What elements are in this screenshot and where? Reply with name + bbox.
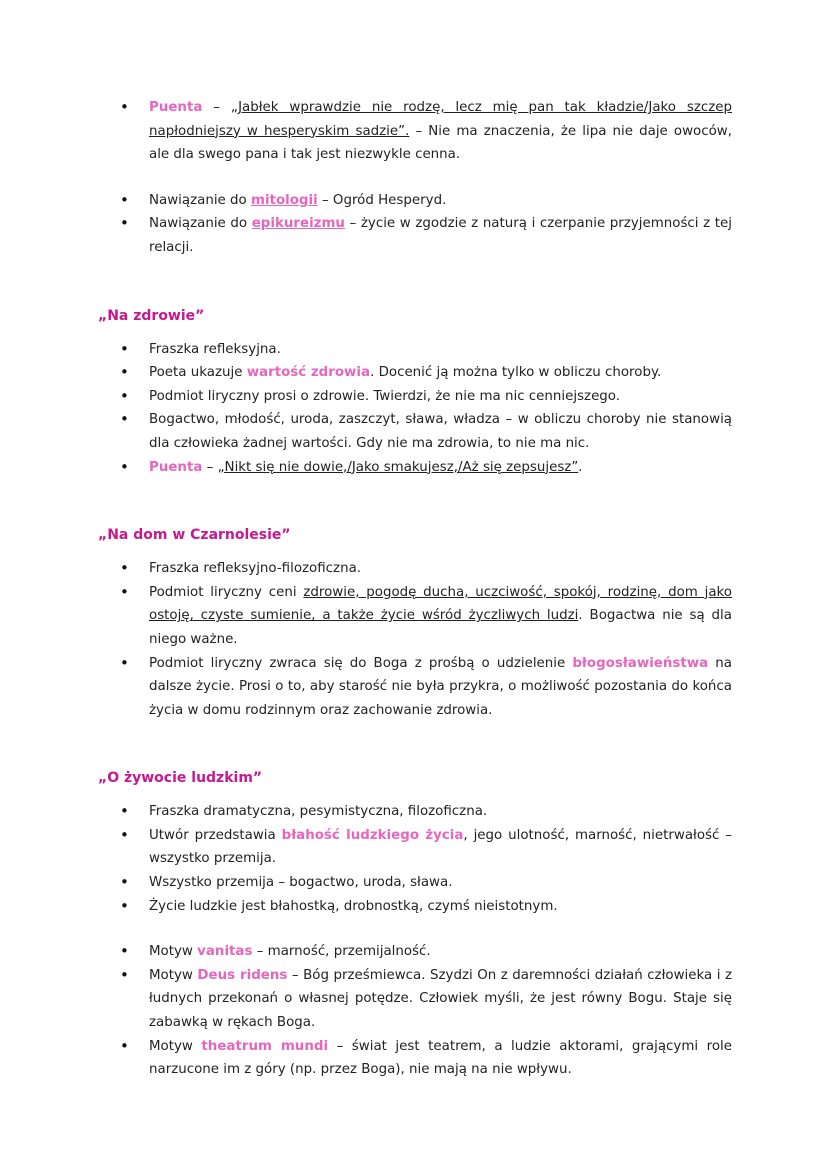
list-item: • Motyw vanitas – marność, przemijalność. (98, 940, 732, 964)
zywot-list-b (98, 940, 732, 1082)
mitologii-link[interactable]: mitologii (251, 192, 318, 208)
highlight: theatrum mundi (201, 1038, 329, 1054)
puenta-label: Puenta (149, 100, 203, 115)
section-heading-na-zdrowie: „Na zdrowie” (98, 307, 205, 324)
highlight: błogosławieństwa (572, 655, 709, 671)
list-item: • Wszystko przemija – bogactwo, uroda, sława. (98, 871, 732, 895)
list-item: • Życie ludzkie jest błahostką, drobnostką, czymś nieistotnym. (98, 895, 732, 919)
list-item: • Puenta – „Nikt się nie dowie,/Jako smakujesz,/Aż się zepsujesz”. (98, 456, 732, 480)
list-item: • Podmiot liryczny zwraca się do Boga z prośbą o udzielenie błogosławieństwa na dalsze życie. Prosi o to, aby starość nie była przykra, o możliwość pozostania do końca życia w domu rodzinnym oraz zachowanie zdrowia. (98, 652, 732, 723)
highlight: Deus ridens (197, 967, 288, 983)
list-item: • Motyw theatrum mundi – świat jest teatrem, a ludzie aktorami, grającymi role narzucone im z góry (np. przez Boga), nie mają na nie wpływu. (98, 1035, 732, 1082)
list-item: • Bogactwo, młodość, uroda, zaszczyt, sława, władza – w obliczu choroby nie stanowią dla człowieka żadnej wartości. Gdy nie ma zdrowia, to nie ma nic. (98, 408, 732, 455)
puenta-quote: „Jabłek wprawdzie nie rodzę, lecz mię pan tak kładzie/Jako szczep napłodniejszy w hesperyskim sadzie”. (149, 100, 732, 139)
highlight: wartość zdrowia (246, 365, 371, 381)
intro-list-b (98, 189, 732, 260)
zdrowie-list (98, 338, 732, 480)
highlight: vanitas (197, 944, 253, 960)
list-item: • Nawiązanie do epikureizmu – życie w zgodzie z naturą i czerpanie przyjemności z tej relacji. (98, 212, 732, 259)
list-item: • Podmiot liryczny ceni zdrowie, pogodę ducha, uczciwość, spokój, rodzinę, dom jako ostoję, czyste sumienie, a także życie wśród życzliwych ludzi. Bogactwa nie są dla niego ważne. (98, 581, 732, 652)
list-item: • Fraszka refleksyjno-filozoficzna. (98, 557, 732, 581)
list-item: • Utwór przedstawia błahość ludzkiego życia, jego ulotność, marność, nietrwałość – wszystko przemija. (98, 824, 732, 871)
section-heading-na-dom-w-czarnolesie: „Na dom w Czarnolesie” (98, 527, 291, 544)
list-item: • Fraszka dramatyczna, pesymistyczna, filozoficzna. (98, 800, 732, 824)
puenta-label: Puenta (149, 459, 203, 475)
zywot-list-a (98, 800, 732, 918)
list-item: • Motyw Deus ridens – Bóg prześmiewca. Szydzi On z daremności działań człowieka i z łudnych przekonań o własnej potędze. Człowiek myśli, że jest równy Bogu. Staje się zabawką w rękach Boga. (98, 964, 732, 1035)
list-item: • Poeta ukazuje wartość zdrowia. Docenić ją można tylko w obliczu choroby. (98, 361, 732, 385)
list-item: • Fraszka refleksyjna. (98, 338, 732, 362)
puenta-quote: „Nikt się nie dowie,/Jako smakujesz,/Aż się zepsujesz” (217, 459, 579, 475)
czarnolas-list (98, 557, 732, 722)
list-item: • Podmiot liryczny prosi o zdrowie. Twierdzi, że nie ma nic cenniejszego. (98, 385, 732, 409)
list-item: • Nawiązanie do mitologii – Ogród Hesperyd. (98, 189, 732, 213)
epikureizmu-link[interactable]: epikureizmu (251, 216, 345, 232)
list-item: • Puenta – „Jabłek wprawdzie nie rodzę, lecz mię pan tak kładzie/Jako szczep napłodniejszy w hesperyskim sadzie”. – Nie ma znaczenia, że lipa nie daje owoców, ale dla swego pana i tak jest niezwykle cenna. (98, 96, 732, 167)
section-heading-o-zywocie-ludzkim: „O żywocie ludzkim” (98, 770, 263, 787)
intro-list-a (98, 96, 732, 167)
underlined-text: zdrowie, pogodę ducha, uczciwość, spokój, rodzinę, dom jako ostoję, czyste sumienie, a także życie wśród życzliwych ludzi (149, 584, 732, 624)
highlight: błahość ludzkiego życia (281, 827, 464, 843)
